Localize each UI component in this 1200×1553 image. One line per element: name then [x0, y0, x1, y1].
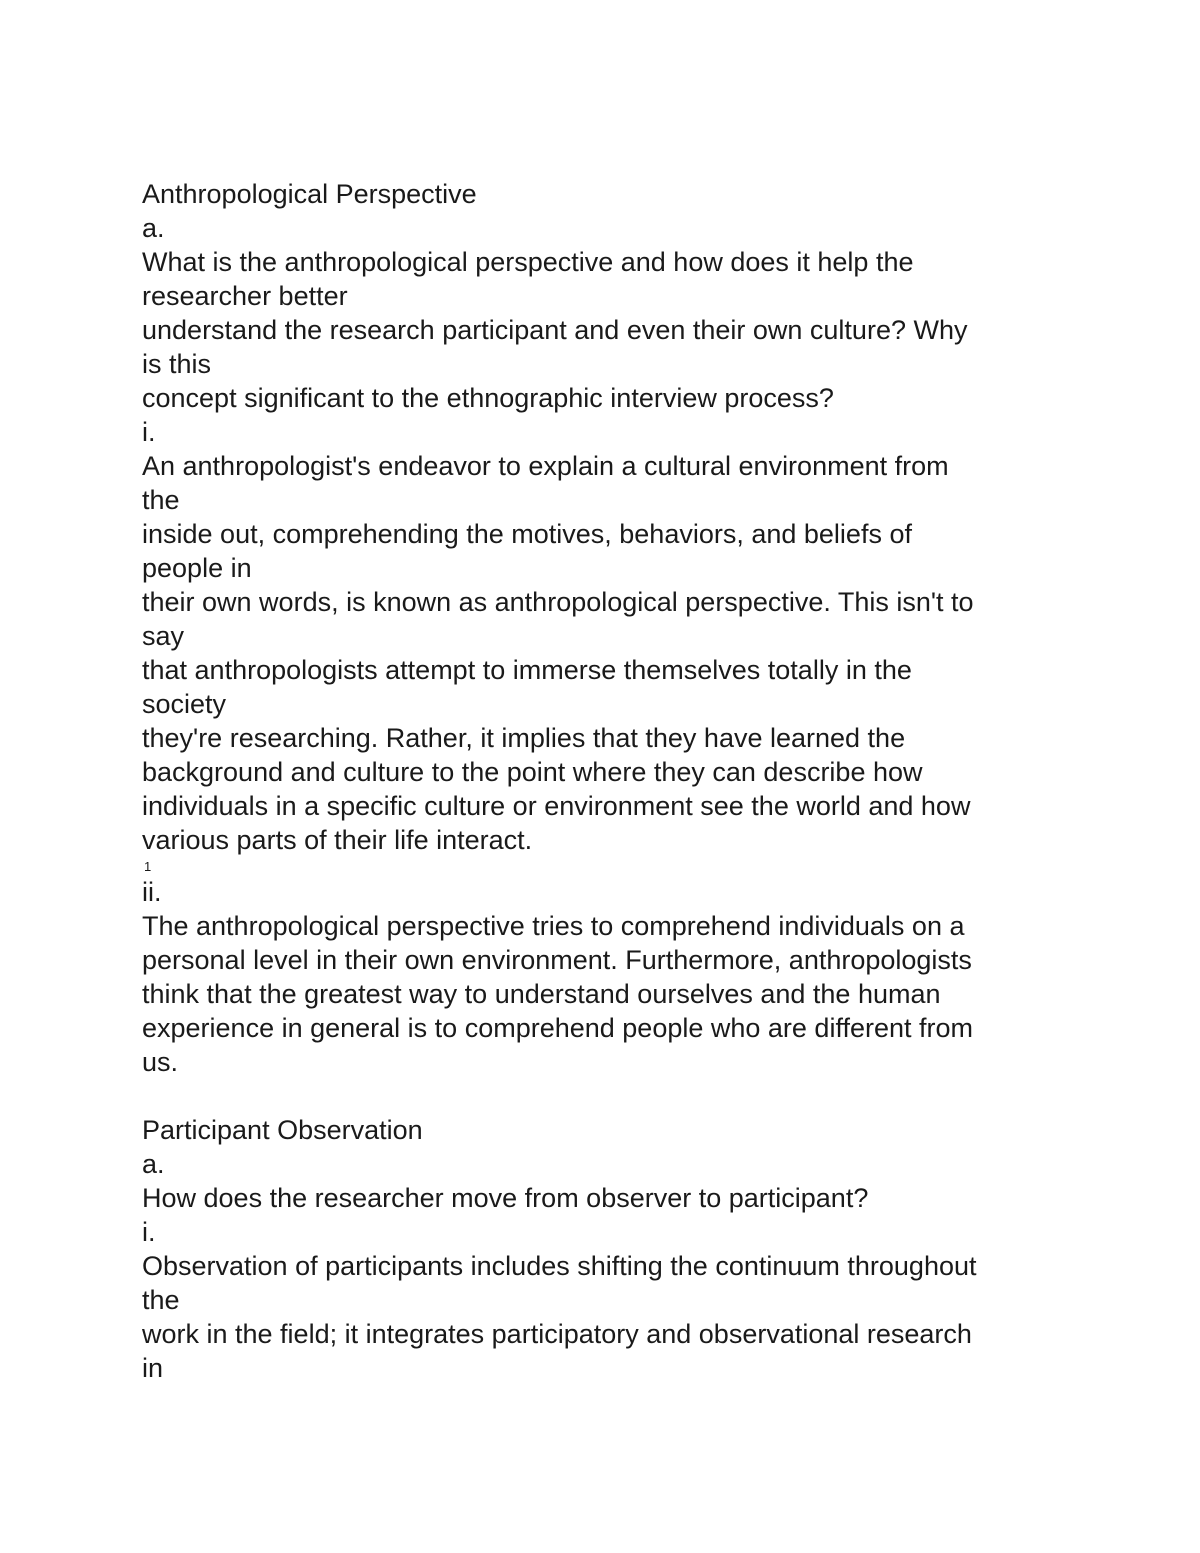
answer-line: experience in general is to comprehend people who are different from — [142, 1013, 974, 1043]
answer-line: society — [142, 689, 227, 719]
answer-line: their own words, is known as anthropological perspective. This isn't to — [142, 587, 974, 617]
list-marker-i: i. — [142, 417, 156, 447]
answer-line: they're researching. Rather, it implies that they have learned the — [142, 723, 906, 753]
list-marker-a: a. — [142, 1149, 165, 1179]
answer-line: us. — [142, 1047, 179, 1077]
answer-line: people in — [142, 553, 252, 583]
answer-line: the — [142, 485, 180, 515]
answer-line: the — [142, 1285, 180, 1315]
list-marker-ii: ii. — [142, 877, 162, 907]
answer-line: that anthropologists attempt to immerse themselves totally in the — [142, 655, 912, 685]
question-line: understand the research participant and even their own culture? Why — [142, 315, 968, 345]
answer-line: say — [142, 621, 185, 651]
question-line: is this — [142, 349, 212, 379]
list-marker-i: i. — [142, 1217, 156, 1247]
question-line: How does the researcher move from observer to participant? — [142, 1183, 869, 1213]
answer-line: various parts of their life interact. — [142, 825, 533, 855]
document-body — [142, 177, 1102, 1385]
answer-line: inside out, comprehending the motives, behaviors, and beliefs of — [142, 519, 912, 549]
answer-line: think that the greatest way to understand ourselves and the human — [142, 979, 941, 1009]
answer-line: personal level in their own environment. Furthermore, anthropologists — [142, 945, 972, 975]
section-heading-anthropological-perspective: Anthropological Perspective — [142, 179, 477, 209]
answer-line: individuals in a specific culture or environment see the world and how — [142, 791, 971, 821]
section-heading-participant-observation: Participant Observation — [142, 1115, 423, 1145]
paragraph-spacer — [142, 1079, 1102, 1113]
answer-line: Observation of participants includes shifting the continuum throughout — [142, 1251, 977, 1281]
footnote-marker: 1 — [144, 859, 152, 874]
question-line: researcher better — [142, 281, 348, 311]
answer-line: An anthropologist's endeavor to explain a cultural environment from — [142, 451, 949, 481]
list-marker-a: a. — [142, 213, 165, 243]
answer-line: background and culture to the point where they can describe how — [142, 757, 923, 787]
question-line: concept significant to the ethnographic interview process? — [142, 383, 834, 413]
answer-line: The anthropological perspective tries to comprehend individuals on a — [142, 911, 965, 941]
question-line: What is the anthropological perspective and how does it help the — [142, 247, 914, 277]
answer-line: in — [142, 1353, 164, 1383]
answer-line: work in the field; it integrates participatory and observational research — [142, 1319, 972, 1349]
